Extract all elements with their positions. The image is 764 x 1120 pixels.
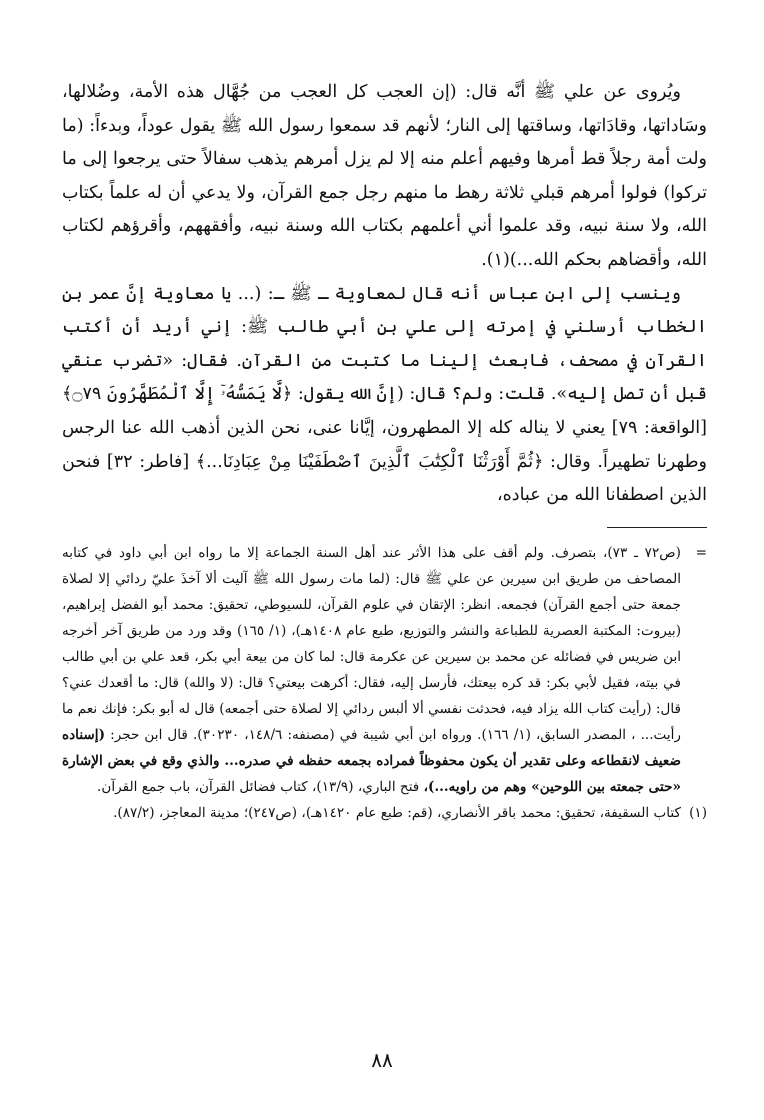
footnote-1-marker: (١) [689,804,707,821]
page-number: ٨٨ [371,1048,393,1072]
footnote-1 [62,800,707,826]
footnotes [62,540,707,826]
footnote-1-text: كتاب السقيفة، تحقيق: محمد باقر الأنصاري، (قم: طبع عام ١٤٢٠هـ)، (ص٢٤٧)؛ مدينة المعاجز، (٨٧/٢). [113,804,681,821]
paragraph-2: وينسب إلى ابن عباس أنه قال لمعاوية ـ ﷺ ـ: (... يا معاوية إنَّ عمر بن الخطاب أرسلني في إمرته إلى علي بن أبي طالب ﷺ: إني أريد أن أكتب القرآن في مصحف، فابعث إلينا ما كتبت من القرآن. فقال: «تضرب عنقي قبل أن تصل إليه». قلت: ولم؟ قال: (إنَّ الله يقول: ﴿لَّا يَمَسُّهُۥٓ إِلَّا ٱلْمُطَهَّرُونَ ۝٧٩﴾ [الواقعة: ٧٩] يعني لا يناله كله إلا المطهرون، إيَّانا عنى، نحن الذين أذهب الله عنا الرجس وطهرنا تطهيراً. وقال: ﴿ثُمَّ أَوْرَثْنَا ٱلْكِتَٰبَ ٱلَّذِينَ ٱصْطَفَيْنَا مِنْ عِبَادِنَا...﴾ [فاطر: ٣٢] فنحن الذين اصطفانا الله من عباده، [62,283,708,506]
page-body [62,76,707,826]
footnote-continuation [62,540,707,800]
paragraph-1: ويُروى عن علي ﷺ أنَّه قال: (إن العجب كل العجب من جُهَّال هذه الأمة، وضُلالها، وسَاداتها، وقادَاتها، وساقتها إلى النار؛ لأنهم قد سمعوا رسول الله ﷺ يقول عوداً، وبدءاً: (ما ولت أمة رجلاً قط أمرها وفيهم أعلم منه إلا لم يزل أمرهم يذهب سفالاً حتى يرجعوا إلى ما تركوا) فولوا أمرهم قبلي ثلاثة رهط ما منهم رجل جمع القرآن، ولا يدعي أن له علماً بكتاب الله، ولا سنة نبيه، وقد علموا أني أعلمهم بكتاب الله وسنة نبيه، وأفقههم، وأقرؤهم لكتاب الله، وأقضاهم بحكم الله...)(١). [62,82,707,270]
footnote-continuation-marker: = [695,544,707,561]
footnote-separator [607,527,707,528]
footnote-continuation-tail: فتح الباري، (١٣/٩)، كتاب فضائل القرآن، باب جمع القرآن. [97,778,420,795]
main-text [62,76,707,513]
footnote-continuation-text: (ص٧٢ ـ ٧٣)، بتصرف. ولم أقف على هذا الأثر عند أهل السنة الجماعة إلا ما رواه ابن أبي داود في كتابه المصاحف من طريق ابن سيرين عن علي ﷺ قال: (لما مات رسول الله ﷺ آليت ألا آخذَ عليّ ردائي إلا لصلاة جمعة حتى أجمع القرآن) فجمعه. انظر: الإتقان في علوم القرآن، للسيوطي، تحقيق: محمد أبو الفضل إبراهيم، (بيروت: المكتبة العصرية للطباعة والنشر والتوزيع، طبع عام ١٤٠٨هـ)، (١/ ١٦٥) وقد ورد من طريق آخر أخرجه ابن ضريس في فضائله عن محمد بن سيرين عن عكرمة قال: لما كان من بيعة أبي بكر، قعد علي بن أبي طالب في بيته، فقيل لأبي بكر: قد كره بيعتك، فأرسل إليه، فقال: أكرهت بيعتي؟ قال: (لا والله) قال: ما أقعدك عني؟ قال: (رأيت كتاب الله يزاد فيه، فحدثت نفسي ألا ألبس ردائي إلا لصلاة حتى أجمعه) قال له أبو بكر: فإنك نعم ما رأيت... ، المصدر السابق، (١/ ١٦٦). ورواه ابن أبي شيبة في (مصنفه: ١٤٨/٦، ٣٠٢٣٠). قال ابن حجر: [62,544,681,743]
footnote-bold-quote: (إسناده ضعيف لانقطاعه وعلى تقدير أن يكون محفوظاً فمراده بجمعه حفظه في صدره... والذي وقع في بعض الإشارة «حتى جمعته بين اللوحين» وهم من راويه...)، [62,726,681,795]
footnote-continuation-body [62,540,681,800]
